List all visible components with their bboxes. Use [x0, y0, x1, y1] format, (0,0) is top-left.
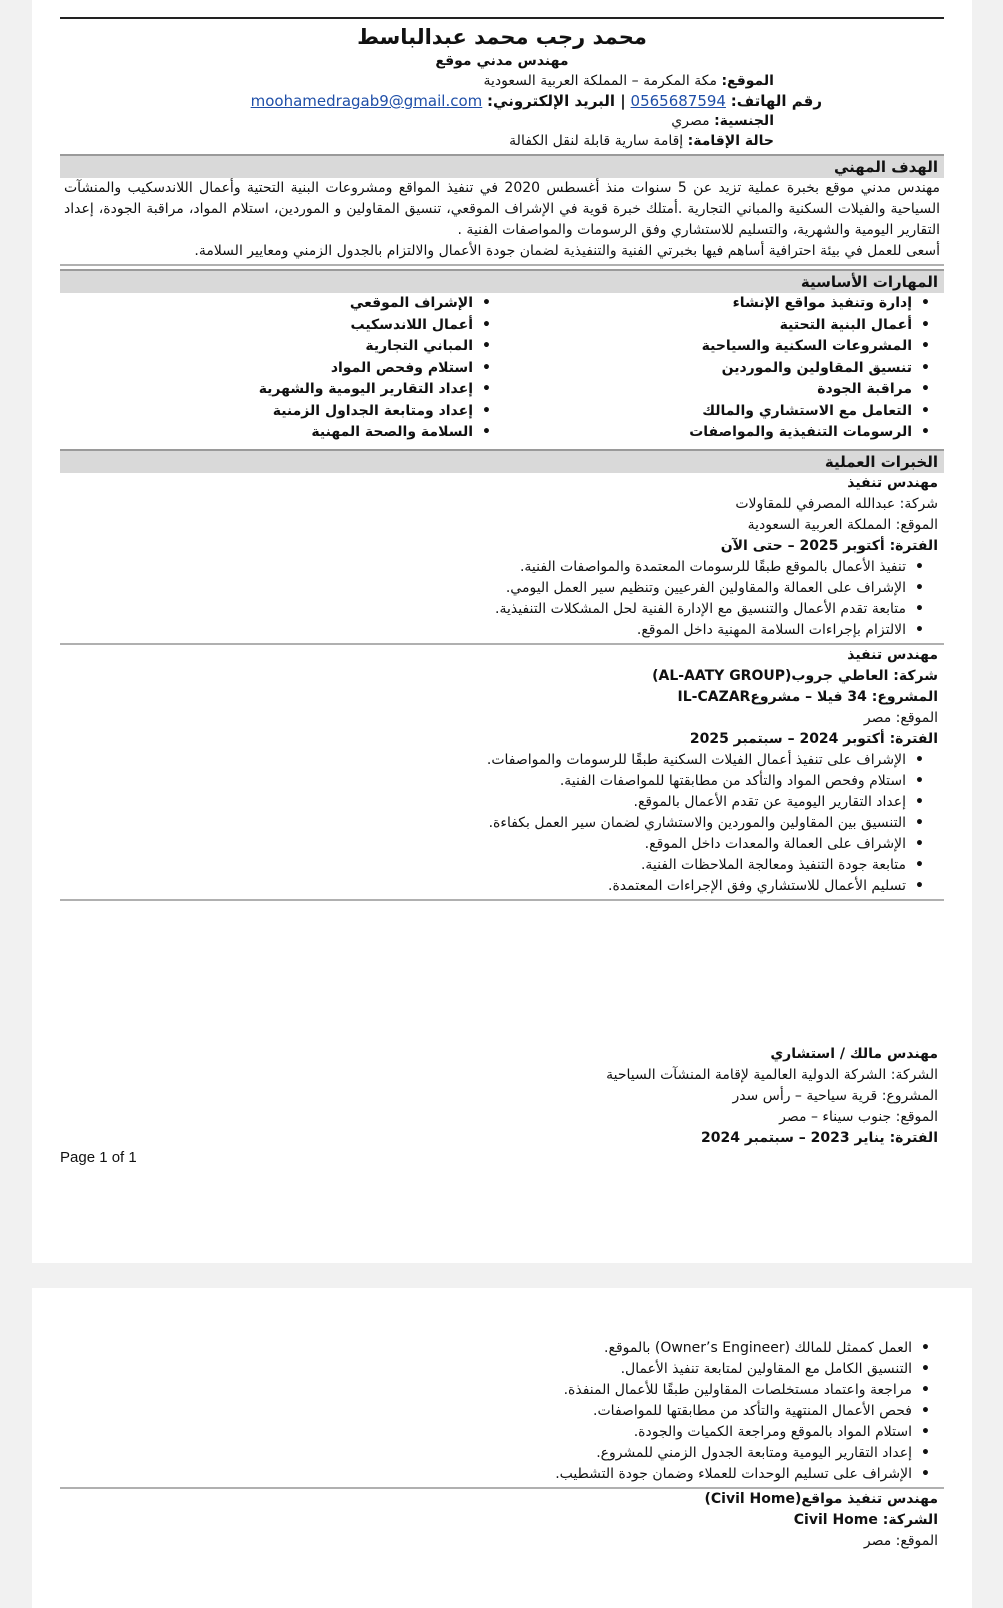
- job-location: الموقع: مصر: [863, 709, 938, 726]
- duty-item: • متابعة تقدم الأعمال والتنسيق مع الإدارة الفنية لحل المشكلات التنفيذية.: [60, 599, 932, 620]
- skill-item: • المشروعات السكنية والسياحية: [499, 336, 938, 358]
- job-title: مهندس تنفيذ مواقع(Civil Home): [704, 1491, 938, 1507]
- skill-item: • استلام وفحص المواد: [60, 358, 499, 380]
- duty-item: • العمل كممثل للمالك (Owner’s Engineer) بالموقع.: [60, 1338, 938, 1359]
- duty-item: • الإشراف على تنفيذ أعمال الفيلات السكنية طبقًا للرسومات والمواصفات.: [60, 750, 932, 771]
- skill-item: • إعداد التقارير اليومية والشهرية: [60, 379, 499, 401]
- skill-item: • أعمال اللاندسكيب: [60, 315, 499, 337]
- skills-column-2: [60, 293, 499, 444]
- job-entry-2: [60, 645, 944, 897]
- resume-page-1: [32, 0, 972, 1263]
- objective-heading: الهدف المهني: [60, 154, 944, 178]
- job-entry-3: [60, 1044, 944, 1171]
- job-entry-1: [60, 473, 944, 641]
- skills-heading: المهارات الأساسية: [60, 269, 944, 293]
- top-rule: [60, 17, 944, 19]
- job-title: مهندس مالك / استشاري: [770, 1045, 938, 1062]
- duty-item: • استلام المواد بالموقع ومراجعة الكميات والجودة.: [60, 1422, 938, 1443]
- contact-info: [60, 71, 944, 151]
- residency-label: حالة الإقامة:: [687, 133, 774, 149]
- job-title: مهندس مدني موقع: [435, 53, 569, 69]
- job-entry-4: [60, 1489, 944, 1552]
- duty-item: • التنسيق الكامل مع المقاولين لمتابعة تنفيذ الأعمال.: [60, 1359, 938, 1380]
- section-divider: [60, 264, 944, 266]
- skills-column-1: [499, 293, 938, 444]
- skill-item: • إدارة وتنفيذ مواقع الإنشاء: [499, 293, 938, 315]
- skill-item: • إعداد ومتابعة الجداول الزمنية: [60, 401, 499, 423]
- duty-item: • استلام وفحص المواد والتأكد من مطابقتها للمواصفات الفنية.: [60, 771, 932, 792]
- objective-text-2: أسعى للعمل في بيئة احترافية أساهم فيها بخبرتي الفنية والتنفيذية لضمان جودة الأعمال والالتزام بالجدول الزمني ومعايير السلامة.: [194, 243, 940, 259]
- duty-item: • مراجعة واعتماد مستخلصات المقاولين طبقًا للأعمال المنفذة.: [60, 1380, 938, 1401]
- job-period: الفترة: أكتوبر 2025 – حتى الآن: [720, 537, 938, 554]
- section-divider: [60, 899, 944, 901]
- duty-item: • متابعة جودة التنفيذ ومعالجة الملاحظات الفنية.: [60, 855, 932, 876]
- skill-item: • السلامة والصحة المهنية: [60, 422, 499, 444]
- skill-item: • تنسيق المقاولين والموردين: [499, 358, 938, 380]
- duty-item: • تسليم الأعمال للاستشاري وفق الإجراءات المعتمدة.: [60, 876, 932, 897]
- duty-item: • فحص الأعمال المنتهية والتأكد من مطابقتها للمواصفات.: [60, 1401, 938, 1422]
- job-company: الشركة: Civil Home: [793, 1512, 938, 1528]
- duty-item: • إعداد التقارير اليومية ومتابعة الجدول الزمني للمشروع.: [60, 1443, 938, 1464]
- skill-item: • المباني التجارية: [60, 336, 499, 358]
- nationality-value: مصري: [671, 113, 710, 129]
- location-value: مكة المكرمة – المملكة العربية السعودية: [483, 73, 717, 89]
- duty-item: • إعداد التقارير اليومية عن تقدم الأعمال بالموقع.: [60, 792, 932, 813]
- job-company: شركة: عبدالله المصرفي للمقاولات: [735, 495, 938, 512]
- duty-item: • الإشراف على تسليم الوحدات للعملاء وضمان جودة التشطيب.: [60, 1464, 938, 1485]
- skills-list: [60, 293, 944, 444]
- skill-item: • أعمال البنية التحتية: [499, 315, 938, 337]
- objective-text: مهندس مدني موقع بخبرة عملية تزيد عن 5 سنوات منذ أغسطس 2020 في تنفيذ المواقع ومشروعات البنية التحتية وأعمال اللاندسكيب والمنشآت السياحية والفيلات السكنية والمباني التجارية .أمتلك خبرة قوية في الإشراف الموقعي، تنسيق المقاولين و الموردين، استلام المواد، مراقبة الجودة، إعداد التقارير اليومية والشهرية، والتسليم للاستشاري وفق الرسومات والمواصفات الفنية .: [64, 180, 940, 238]
- job-location: الموقع: المملكة العربية السعودية: [747, 516, 938, 533]
- job-duties-continued: [60, 1338, 944, 1485]
- duty-item: • الإشراف على العمالة والمعدات داخل الموقع.: [60, 834, 932, 855]
- resume-page-2: [32, 1288, 972, 1608]
- skill-item: • الإشراف الموقعي: [60, 293, 499, 315]
- residency-value: إقامة سارية قابلة لنقل الكفالة: [509, 133, 684, 149]
- job-duties: [60, 557, 938, 641]
- job-period: الفترة: أكتوبر 2024 – سبتمبر 2025: [689, 730, 938, 747]
- job-company: شركة: العاطي جروب(AL-AATY GROUP): [652, 667, 938, 684]
- candidate-name: محمد رجب محمد عبدالباسط: [357, 25, 647, 49]
- experience-heading: الخبرات العملية: [60, 449, 944, 473]
- skill-item: • الرسومات التنفيذية والمواصفات: [499, 422, 938, 444]
- email-label: | البريد الإلكتروني:: [487, 92, 626, 110]
- page-number: Page 1 of 1: [60, 1148, 137, 1166]
- job-title: مهندس تنفيذ: [847, 474, 938, 491]
- job-location: الموقع: مصر: [863, 1533, 938, 1549]
- job-duties: [60, 750, 938, 897]
- email-link[interactable]: moohamedragab9@gmail.com: [250, 92, 483, 110]
- job-project: المشروع: قرية سياحية – رأس سدر: [732, 1087, 938, 1104]
- nationality-label: الجنسية:: [714, 113, 774, 129]
- duty-item: • الإشراف على العمالة والمقاولين الفرعيين وتنظيم سير العمل اليومي.: [60, 578, 932, 599]
- phone-link[interactable]: 0565687594: [630, 92, 726, 110]
- job-title: مهندس تنفيذ: [847, 646, 938, 663]
- skill-item: • مراقبة الجودة: [499, 379, 938, 401]
- job-period: الفترة: يناير 2023 – سبتمبر 2024: [701, 1129, 938, 1146]
- job-project: المشروع: 34 فيلا – مشروعIL-CAZAR: [677, 688, 938, 705]
- job-location: الموقع: جنوب سيناء – مصر: [779, 1108, 938, 1125]
- skill-item: • التعامل مع الاستشاري والمالك: [499, 401, 938, 423]
- duty-item: • الالتزام بإجراءات السلامة المهنية داخل الموقع.: [60, 620, 932, 641]
- duty-item: • التنسيق بين المقاولين والموردين والاستشاري لضمان سير العمل بكفاءة.: [60, 813, 932, 834]
- location-label: الموقع:: [721, 73, 774, 89]
- phone-label: رقم الهاتف:: [730, 92, 822, 110]
- job-company: الشركة: الشركة الدولية العالمية لإقامة المنشآت السياحية: [606, 1066, 938, 1083]
- duty-item: • تنفيذ الأعمال بالموقع طبقًا للرسومات المعتمدة والمواصفات الفنية.: [60, 557, 932, 578]
